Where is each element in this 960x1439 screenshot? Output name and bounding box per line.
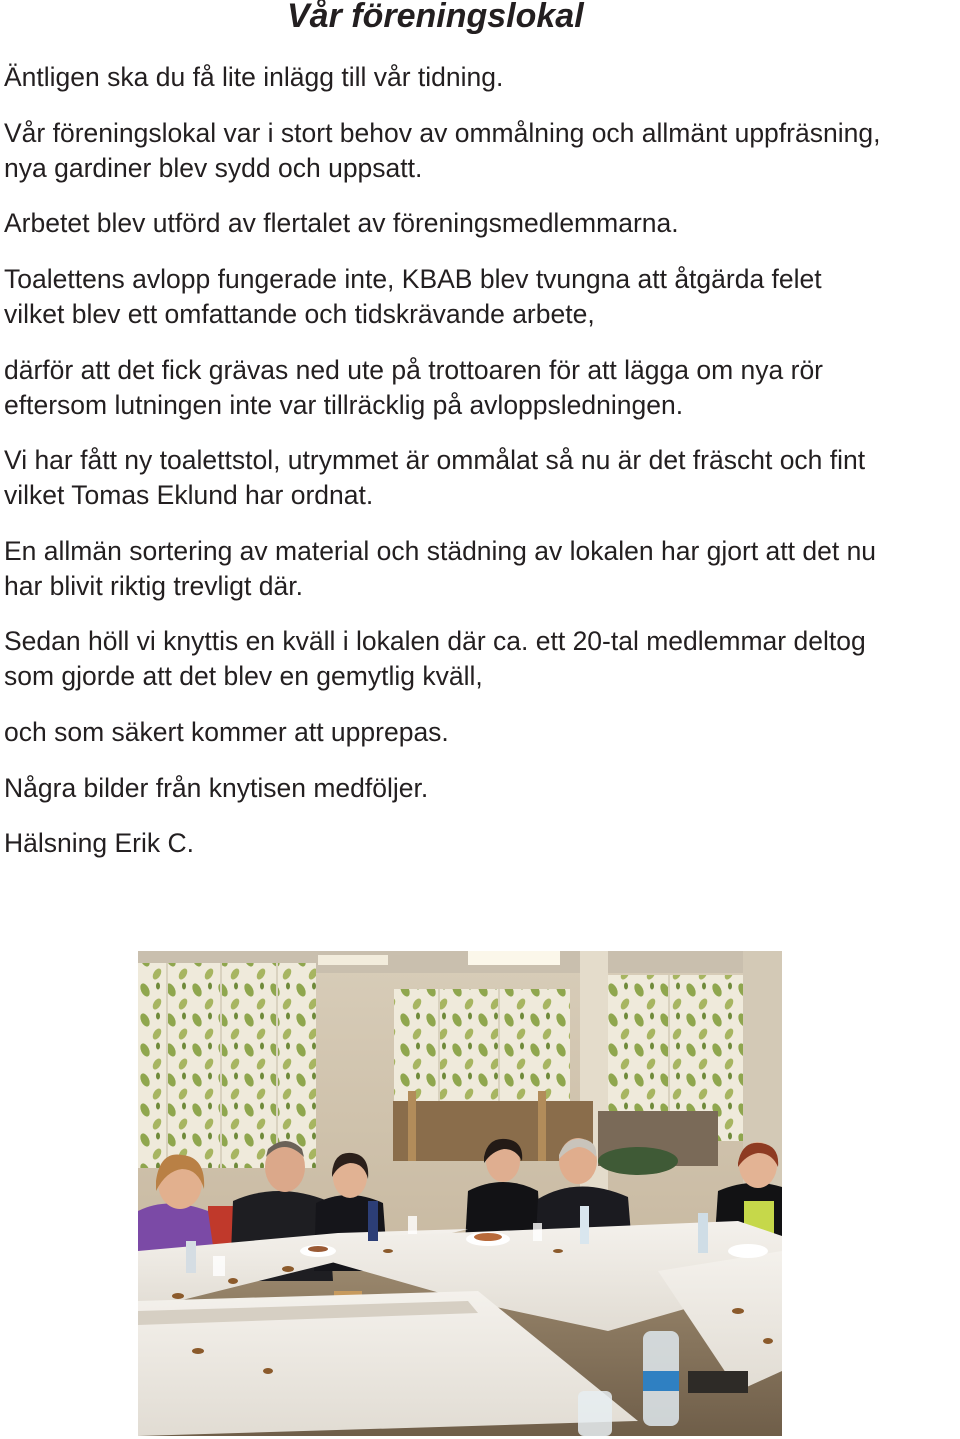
signature (4, 826, 194, 861)
paragraph-cleaning (4, 534, 876, 604)
photo-bottle (698, 1213, 708, 1253)
photo-glass (408, 1216, 417, 1234)
photo-plants (598, 1147, 678, 1175)
photo-food (474, 1233, 502, 1241)
photo-knytis-dinner (138, 951, 782, 1436)
paragraph-pictures (4, 771, 428, 806)
photo-bottle (580, 1206, 589, 1244)
photo-curtain (220, 963, 222, 1168)
photo-glass (533, 1223, 542, 1241)
photo-storage (408, 1091, 416, 1161)
paragraph-line: eftersom lutningen inte var tillräcklig på avloppsledningen. (4, 390, 684, 420)
photo-curtain (276, 963, 278, 1168)
paragraph-line: därför att det fick grävas ned ute på trottoaren för att lägga om nya rör (4, 355, 824, 385)
paragraph-line: Vi har fått ny toalettstol, utrymmet är ommålat så nu är det fräscht och fint (4, 445, 866, 475)
paragraph-line: Vår föreningslokal var i stort behov av ommålning och allmänt uppfräsning, (4, 118, 881, 148)
paragraph-renovation (4, 116, 880, 186)
paragraph-evening (4, 624, 866, 694)
photo-curtain (138, 963, 316, 1168)
photo-curtain (166, 963, 168, 1168)
paragraph-line: vilket blev ett omfattande och tidskrävande arbete, (4, 299, 595, 329)
paragraph-line: Sedan höll vi knyttis en kväll i lokalen där ca. ett 20-tal medlemmar deltog (4, 626, 866, 656)
paragraph-line: Toalettens avlopp fungerade inte, KBAB blev tvungna att åtgärda felet (4, 264, 822, 294)
paragraph-line: och som säkert kommer att upprepas. (4, 717, 449, 747)
photo-ceiling-light (468, 951, 560, 965)
photo-bottle (368, 1201, 378, 1241)
paragraph-intro (4, 60, 503, 95)
paragraph-new-toilet (4, 443, 865, 513)
photo-storage (538, 1091, 546, 1161)
photo-bottle (578, 1391, 612, 1436)
paragraph-line: En allmän sortering av material och städning av lokalen har gjort att det nu (4, 536, 877, 566)
paragraph-repeat (4, 715, 449, 750)
photo-bottle (643, 1371, 679, 1391)
paragraph-line: Några bilder från knytisen medföljer. (4, 773, 429, 803)
page-title: Vår föreningslokal (287, 0, 584, 35)
paragraph-line: som gjorde att det blev en gemytlig kväll, (4, 661, 483, 691)
photo-glass (213, 1256, 225, 1276)
photo-bottle (186, 1241, 196, 1273)
paragraph-digging (4, 353, 823, 423)
photo-ceiling-light (318, 955, 388, 965)
photo-plate (728, 1244, 768, 1258)
photo-tray (688, 1371, 748, 1393)
paragraph-line: nya gardiner blev sydd och uppsatt. (4, 153, 423, 183)
paragraph-line: Arbetet blev utförd av flertalet av föreningsmedlemmarna. (4, 208, 679, 238)
paragraph-work (4, 206, 679, 241)
paragraph-toilet (4, 262, 822, 332)
paragraph-line: Äntligen ska du få lite inlägg till vår tidning. (4, 62, 504, 92)
photo-food (308, 1246, 328, 1252)
paragraph-line: har blivit riktig trevligt där. (4, 571, 303, 601)
paragraph-line: Hälsning Erik C. (4, 828, 194, 858)
paragraph-line: vilket Tomas Eklund har ordnat. (4, 480, 374, 510)
